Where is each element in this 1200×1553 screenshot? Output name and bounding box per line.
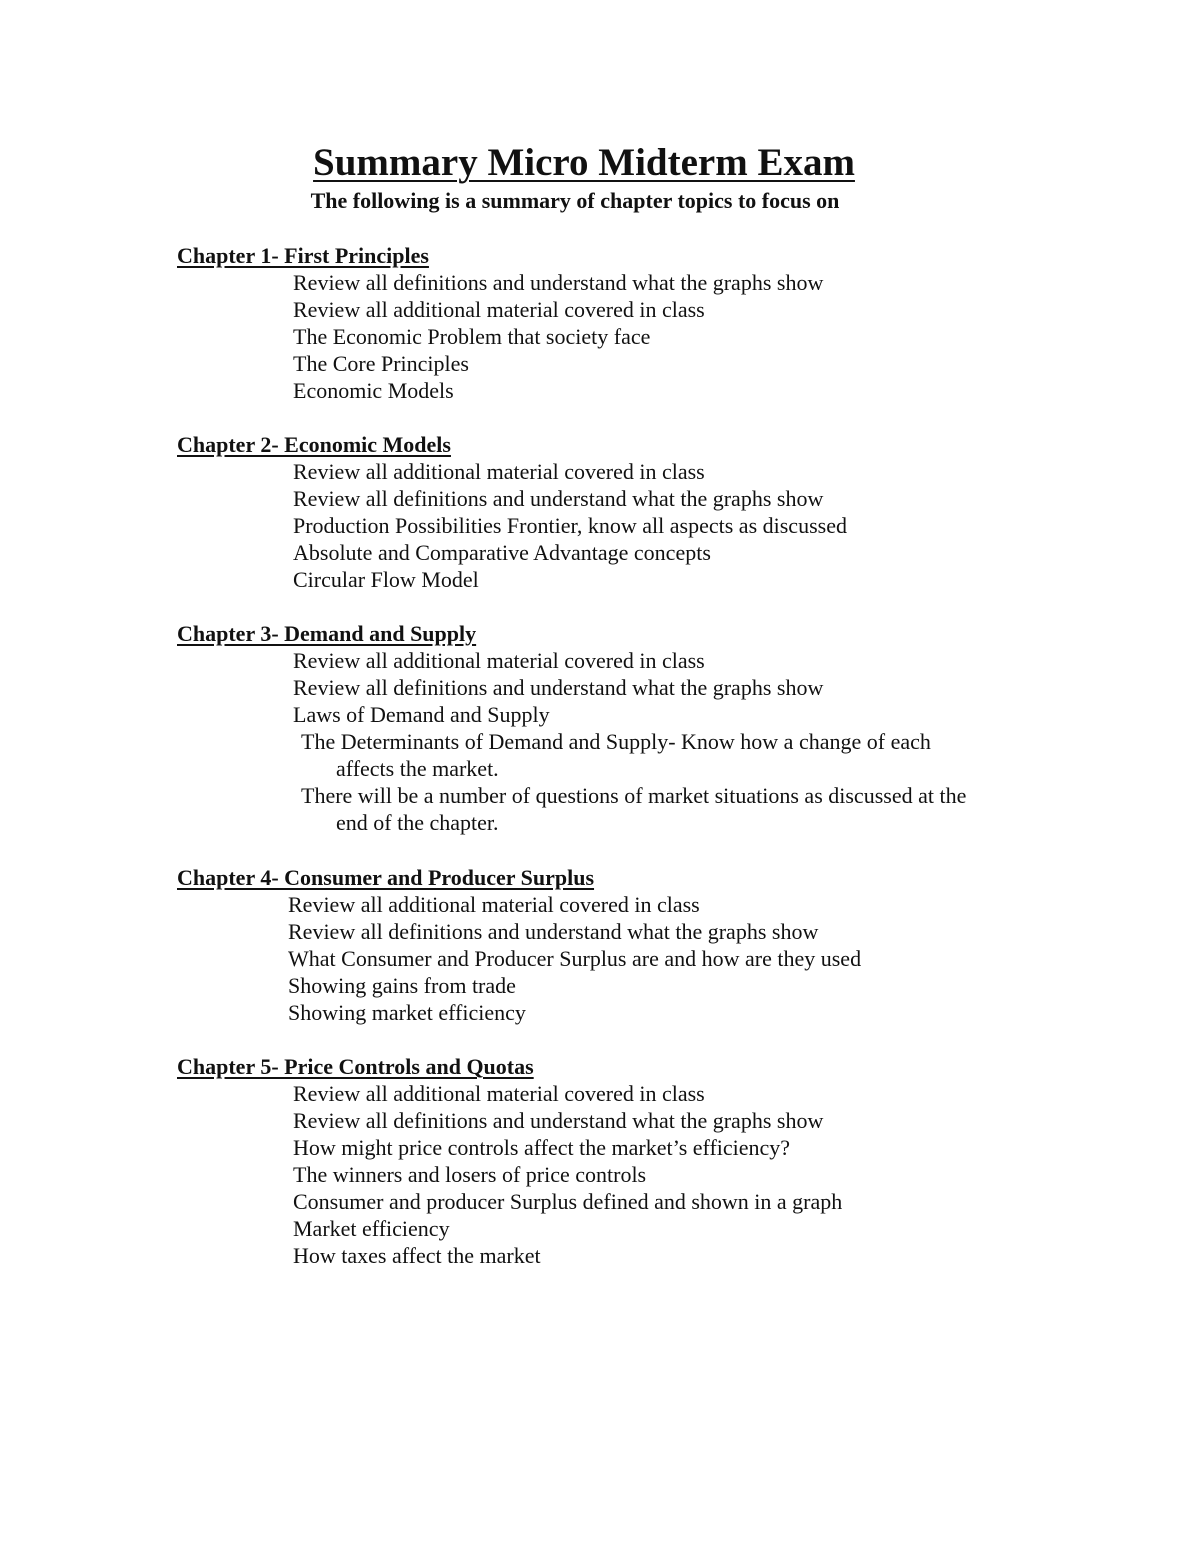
topic-item-wrapped xyxy=(177,728,1077,782)
topic-line: The Determinants of Demand and Supply- Know how a change of each xyxy=(301,729,931,754)
chapter-4-topic-list xyxy=(177,891,1077,1026)
topic-item: Circular Flow Model xyxy=(293,567,479,592)
page-title: Summary Micro Midterm Exam xyxy=(313,141,855,184)
topic-item: Review all definitions and understand what the graphs show xyxy=(293,675,824,700)
topic-item: Review all additional material covered in class xyxy=(293,648,705,673)
topic-item: The Core Principles xyxy=(293,351,469,376)
topic-item: What Consumer and Producer Surplus are and how are they used xyxy=(288,946,862,971)
chapter-5-heading: Chapter 5- Price Controls and Quotas xyxy=(177,1054,534,1079)
chapter-3-heading: Chapter 3- Demand and Supply xyxy=(177,621,477,646)
topic-line: There will be a number of questions of market situations as discussed at the xyxy=(301,783,967,808)
topic-item: Showing market efficiency xyxy=(288,1000,526,1025)
chapter-2-topic-list xyxy=(177,458,1077,593)
topic-item: Review all definitions and understand what the graphs show xyxy=(293,270,824,295)
page-subtitle: The following is a summary of chapter topics to focus on xyxy=(310,188,840,213)
topic-item: Review all definitions and understand what the graphs show xyxy=(293,486,824,511)
chapter-5-topic-list xyxy=(177,1080,1077,1269)
topic-item: The Economic Problem that society face xyxy=(293,324,651,349)
topic-item: Showing gains from trade xyxy=(288,973,516,998)
topic-item: Review all additional material covered in class xyxy=(288,892,700,917)
topic-item: Market efficiency xyxy=(293,1216,450,1241)
topic-item: Review all definitions and understand what the graphs show xyxy=(288,919,819,944)
topic-line-continuation: affects the market. xyxy=(336,756,499,781)
chapter-1-topic-list xyxy=(177,269,1077,404)
chapter-2-heading: Chapter 2- Economic Models xyxy=(177,432,451,457)
topic-item: The winners and losers of price controls xyxy=(293,1162,647,1187)
chapter-3-section xyxy=(177,620,1077,836)
topic-item: Review all additional material covered in class xyxy=(293,459,705,484)
topic-item: Review all additional material covered in class xyxy=(293,1081,705,1106)
topic-item: Absolute and Comparative Advantage concepts xyxy=(293,540,711,565)
topic-item: Economic Models xyxy=(293,378,454,403)
chapter-1-heading: Chapter 1- First Principles xyxy=(177,243,429,268)
chapter-4-section xyxy=(177,864,1077,1026)
topic-line-continuation: end of the chapter. xyxy=(336,810,499,835)
topic-item: Laws of Demand and Supply xyxy=(293,702,550,727)
chapter-3-topic-list xyxy=(177,647,1077,836)
topic-item: Review all additional material covered in class xyxy=(293,297,705,322)
topic-item: How might price controls affect the market’s efficiency? xyxy=(293,1135,791,1160)
chapter-1-section xyxy=(177,242,1077,404)
topic-item: Review all definitions and understand what the graphs show xyxy=(293,1108,824,1133)
topic-item-wrapped xyxy=(177,782,1077,836)
chapter-4-heading: Chapter 4- Consumer and Producer Surplus xyxy=(177,865,595,890)
chapter-5-section xyxy=(177,1053,1077,1269)
chapter-2-section xyxy=(177,431,1077,593)
topic-item: How taxes affect the market xyxy=(293,1243,541,1268)
topic-item: Consumer and producer Surplus defined and shown in a graph xyxy=(293,1189,843,1214)
topic-item: Production Possibilities Frontier, know all aspects as discussed xyxy=(293,513,847,538)
